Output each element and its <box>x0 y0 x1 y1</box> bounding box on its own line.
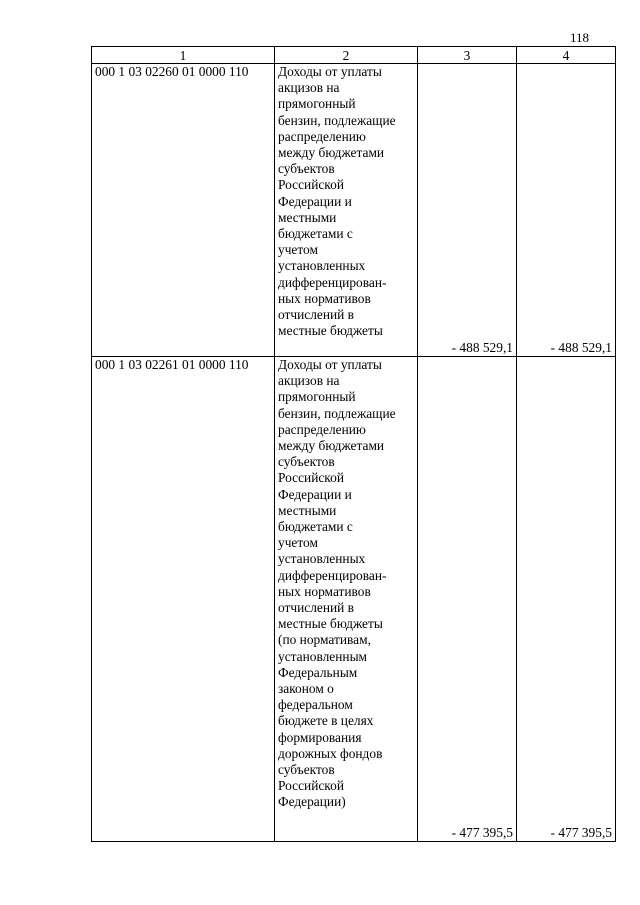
table-row <box>92 357 616 842</box>
budget-revenue-table <box>91 46 616 842</box>
name-line: Российской <box>278 177 344 193</box>
name-line: дорожных фондов <box>278 745 383 761</box>
revenue-name-cell <box>275 64 418 357</box>
name-line: местными <box>278 502 337 518</box>
name-line: бюджете в целях <box>278 713 374 729</box>
name-line: ных нормативов <box>278 583 371 599</box>
name-line: дифференцирован- <box>278 274 387 290</box>
name-line: отчислений в <box>278 600 355 616</box>
name-line: между бюджетами <box>278 438 385 454</box>
name-line: Федерации) <box>278 794 346 810</box>
name-line: установленным <box>278 648 368 664</box>
amount-col-4: - 477 395,5 <box>517 357 616 842</box>
name-line: учетом <box>278 242 318 258</box>
table-row <box>92 64 616 357</box>
page-number: 118 <box>570 30 590 45</box>
name-line: местные бюджеты <box>278 323 383 339</box>
name-line: Доходы от уплаты <box>278 357 382 372</box>
budget-code-cell: 000 1 03 02261 01 0000 110 <box>92 357 275 842</box>
name-line: субъектов <box>278 762 335 778</box>
amount-col-4: - 488 529,1 <box>517 64 616 357</box>
name-line: бюджетами с <box>278 226 353 242</box>
name-line: дифференцирован- <box>278 567 387 583</box>
name-line: местными <box>278 209 337 225</box>
name-line: акцизов на <box>278 80 340 96</box>
name-line: отчислений в <box>278 307 355 323</box>
name-line: бензин, подлежащие <box>278 112 396 128</box>
header-col-3: 3 <box>418 47 517 64</box>
amount-col-3: - 477 395,5 <box>418 357 517 842</box>
name-line: Федеральным <box>278 664 358 680</box>
name-line: между бюджетами <box>278 145 385 161</box>
name-line: субъектов <box>278 454 335 470</box>
name-line: (по нормативам, <box>278 632 371 648</box>
header-row <box>92 47 616 64</box>
name-line: прямогонный <box>278 96 356 112</box>
name-line: учетом <box>278 535 318 551</box>
header-col-4: 4 <box>517 47 616 64</box>
name-line: распределению <box>278 421 366 437</box>
name-line: ных нормативов <box>278 290 371 306</box>
name-line: Федерации и <box>278 486 352 502</box>
name-line: субъектов <box>278 161 335 177</box>
name-line: законом о <box>278 681 334 697</box>
amount-col-3: - 488 529,1 <box>418 64 517 357</box>
name-line: акцизов на <box>278 373 340 389</box>
name-line: местные бюджеты <box>278 616 383 632</box>
budget-code-cell: 000 1 03 02260 01 0000 110 <box>92 64 275 357</box>
name-line: бензин, подлежащие <box>278 405 396 421</box>
name-line: бюджетами с <box>278 519 353 535</box>
header-col-2: 2 <box>275 47 418 64</box>
header-col-1: 1 <box>92 47 275 64</box>
name-line: Доходы от уплаты <box>278 64 382 79</box>
name-line: Федерации и <box>278 193 352 209</box>
name-line: Российской <box>278 778 344 794</box>
name-line: формирования <box>278 729 362 745</box>
name-line: федеральном <box>278 697 353 713</box>
name-line: Российской <box>278 470 344 486</box>
name-line: прямогонный <box>278 389 356 405</box>
name-line: установленных <box>278 258 366 274</box>
revenue-name-cell <box>275 357 418 842</box>
name-line: установленных <box>278 551 366 567</box>
name-line: распределению <box>278 128 366 144</box>
